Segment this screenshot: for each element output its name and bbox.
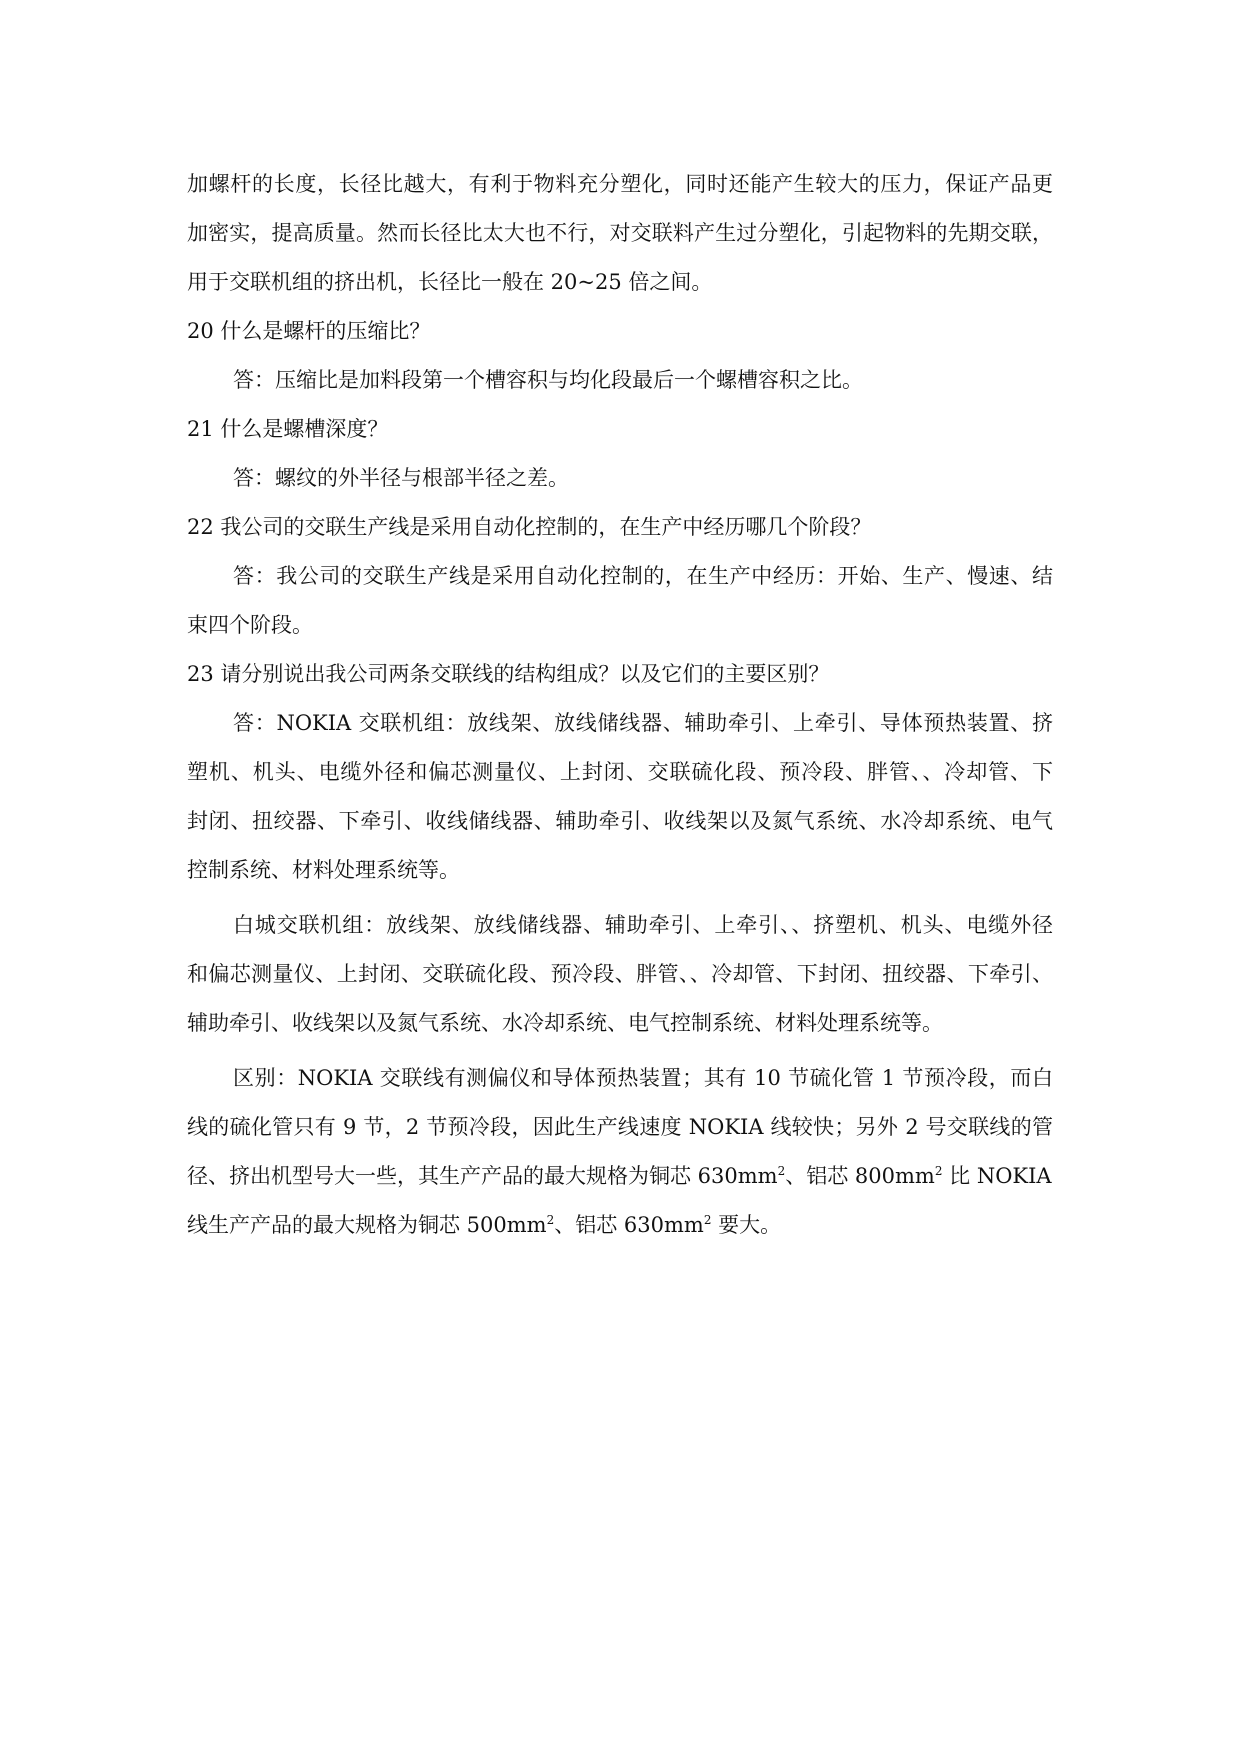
answer-23-baicheng-line: 辅助牵引、收线架以及氮气系统、水冷却系统、电气控制系统、材料处理系统等。 bbox=[187, 1011, 943, 1035]
question-22: 22 我公司的交联生产线是采用自动化控制的，在生产中经历哪几个阶段？ bbox=[187, 515, 872, 539]
answer-23-baicheng-line: 和偏芯测量仪、上封闭、交联硫化段、预冷段、胖管、、冷却管、下封闭、扭绞器、下牵引、 bbox=[187, 962, 1053, 986]
answer-23-nokia-line: 答：NOKIA 交联机组：放线架、放线储线器、辅助牵引、上牵引、导体预热装置、挤 bbox=[233, 711, 1053, 735]
answer-23-difference-line: 区别：NOKIA 交联线有测偏仪和导体预热装置；其有 10 节硫化管 1 节预冷段，而白 bbox=[233, 1066, 1053, 1090]
text-segment: 比 NOKIA bbox=[942, 1164, 1052, 1188]
answer-23-baicheng-line: 白城交联机组：放线架、放线储线器、辅助牵引、上牵引、、挤塑机、机头、电缆外径 bbox=[233, 913, 1053, 937]
text-segment: 、铝芯 800mm bbox=[785, 1164, 935, 1188]
answer-23-nokia-line: 控制系统、材料处理系统等。 bbox=[187, 858, 460, 882]
document-body bbox=[187, 160, 1053, 1250]
question-20: 20 什么是螺杆的压缩比？ bbox=[187, 319, 431, 343]
text-segment: 、铝芯 630mm bbox=[554, 1213, 704, 1237]
answer-20: 答：压缩比是加料段第一个槽容积与均化段最后一个螺槽容积之比。 bbox=[233, 368, 863, 392]
question-23: 23 请分别说出我公司两条交联线的结构组成？以及它们的主要区别？ bbox=[187, 662, 830, 686]
text-segment: 要大。 bbox=[711, 1213, 782, 1237]
paragraph-line: 用于交联机组的挤出机，长径比一般在 20~25 倍之间。 bbox=[187, 270, 713, 294]
paragraph-line: 加密实，提高质量。然而长径比太大也不行，对交联料产生过分塑化，引起物料的先期交联， bbox=[187, 221, 1053, 245]
answer-23-nokia-line: 封闭、扭绞器、下牵引、收线储线器、辅助牵引、收线架以及氮气系统、水冷却系统、电气 bbox=[187, 809, 1053, 833]
answer-23-difference-line bbox=[187, 1152, 1053, 1201]
superscript: 2 bbox=[703, 1213, 712, 1227]
answer-22-line: 束四个阶段。 bbox=[187, 613, 313, 637]
answer-23-difference-line bbox=[187, 1201, 1053, 1250]
answer-22-line: 答：我公司的交联生产线是采用自动化控制的，在生产中经历：开始、生产、慢速、结 bbox=[233, 564, 1053, 588]
answer-23-nokia-line: 塑机、机头、电缆外径和偏芯测量仪、上封闭、交联硫化段、预冷段、胖管、、冷却管、下 bbox=[187, 760, 1053, 784]
text-segment: 线生产产品的最大规格为铜芯 500mm bbox=[187, 1213, 547, 1237]
answer-23-difference-line: 线的硫化管只有 9 节，2 节预冷段，因此生产线速度 NOKIA 线较快；另外 2 号交联线的管 bbox=[187, 1115, 1053, 1139]
question-21: 21 什么是螺槽深度？ bbox=[187, 417, 389, 441]
superscript: 2 bbox=[934, 1164, 943, 1178]
superscript: 2 bbox=[546, 1213, 555, 1227]
paragraph-line: 加螺杆的长度，长径比越大，有利于物料充分塑化，同时还能产生较大的压力，保证产品更 bbox=[187, 172, 1053, 196]
answer-21: 答：螺纹的外半径与根部半径之差。 bbox=[233, 466, 569, 490]
superscript: 2 bbox=[777, 1164, 786, 1178]
text-segment: 径、挤出机型号大一些，其生产产品的最大规格为铜芯 630mm bbox=[187, 1164, 778, 1188]
